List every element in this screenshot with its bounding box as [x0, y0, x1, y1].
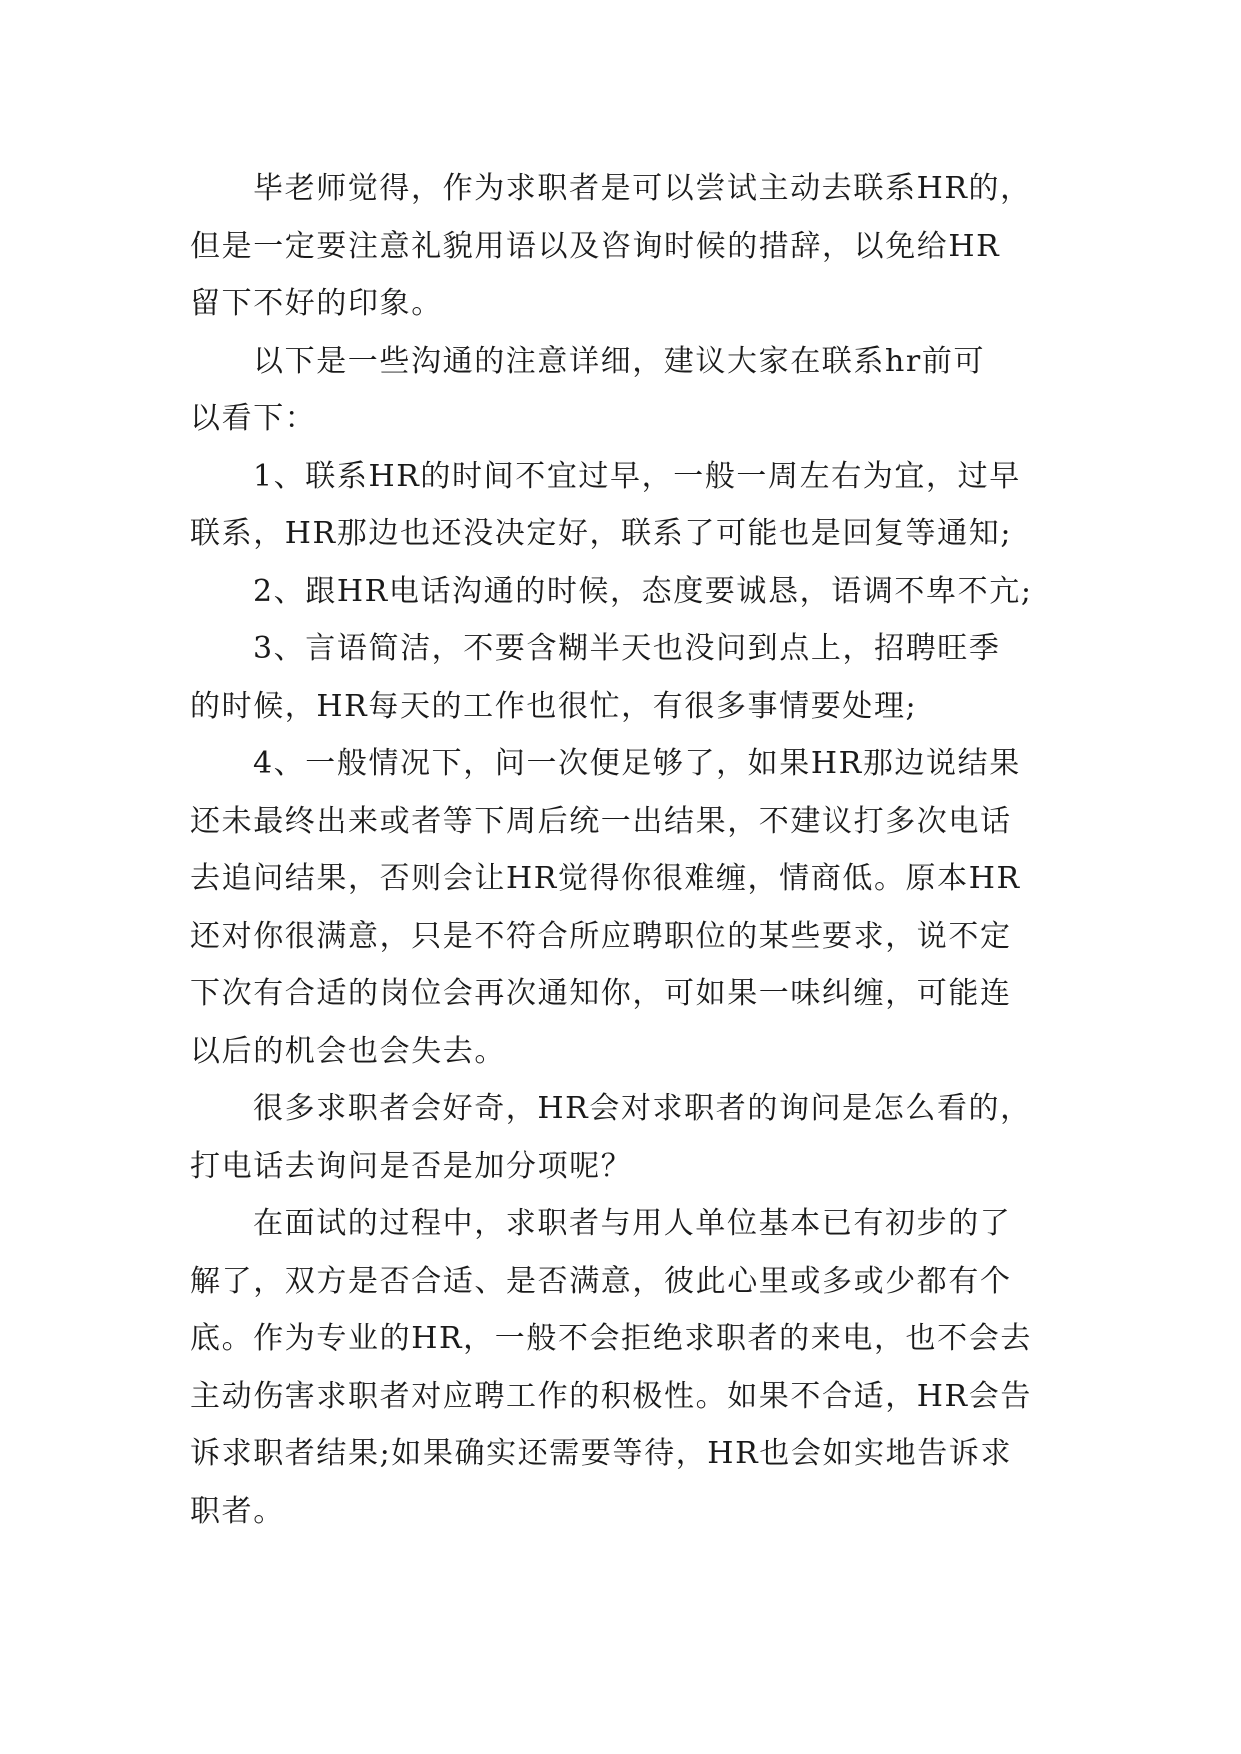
text-line: 下次有合适的岗位会再次通知你，可如果一味纠缠，可能连	[190, 976, 1012, 1011]
text-line: 职者。	[190, 1493, 285, 1529]
text-line: 留下不好的印象。	[190, 286, 443, 321]
text-line: 以下是一些沟通的注意详细，建议大家在联系hr前可	[253, 343, 986, 379]
text-line: 还对你很满意，只是不符合所应聘职位的某些要求，说不定	[190, 918, 1012, 954]
paragraph-2	[190, 333, 1070, 448]
text-line: 的时候，HR每天的工作也很忙，有很多事情要处理;	[190, 688, 918, 724]
list-item-1	[190, 448, 1070, 563]
text-line: 很多求职者会好奇，HR会对求职者的询问是怎么看的，	[253, 1091, 1032, 1126]
text-line: 联系，HR那边也还没决定好，联系了可能也是回复等通知;	[190, 516, 1013, 551]
text-line: 毕老师觉得，作为求职者是可以尝试主动去联系HR的，	[253, 171, 1032, 206]
list-item-3	[190, 620, 1070, 735]
paragraph-4	[190, 1195, 1070, 1540]
text-line: 打电话去询问是否是加分项呢？	[190, 1148, 633, 1184]
body-text	[190, 160, 1070, 1540]
paragraph-3	[190, 1080, 1070, 1195]
text-line: 解了，双方是否合适、是否满意，彼此心里或多或少都有个	[190, 1263, 1012, 1299]
text-line: 3、言语简洁，不要含糊半天也没问到点上，招聘旺季	[253, 631, 1001, 666]
text-line: 以后的机会也会失去。	[190, 1033, 506, 1069]
text-line: 底。作为专业的HR，一般不会拒绝求职者的来电，也不会去	[190, 1321, 1032, 1356]
text-line: 诉求职者结果;如果确实还需要等待，HR也会如实地告诉求	[190, 1436, 1013, 1471]
text-line: 主动伤害求职者对应聘工作的积极性。如果不合适，HR会告	[190, 1378, 1032, 1414]
text-line: 去追问结果，否则会让HR觉得你很难缠，情商低。原本HR	[190, 861, 1021, 896]
text-line: 以看下：	[190, 401, 317, 436]
list-item-2	[190, 563, 1070, 621]
list-item-4	[190, 735, 1070, 1080]
text-line: 2、跟HR电话沟通的时候，态度要诚恳，语调不卑不亢;	[253, 573, 1033, 609]
text-line: 还未最终出来或者等下周后统一出结果，不建议打多次电话	[190, 803, 1012, 839]
text-line: 在面试的过程中，求职者与用人单位基本已有初步的了	[253, 1206, 1012, 1241]
text-line: 1、联系HR的时间不宜过早，一般一周左右为宜，过早	[253, 458, 1021, 494]
text-line: 但是一定要注意礼貌用语以及咨询时候的措辞，以免给HR	[190, 228, 1001, 264]
paragraph-1	[190, 160, 1070, 333]
text-line: 4、一般情况下，问一次便足够了，如果HR那边说结果	[253, 746, 1021, 781]
